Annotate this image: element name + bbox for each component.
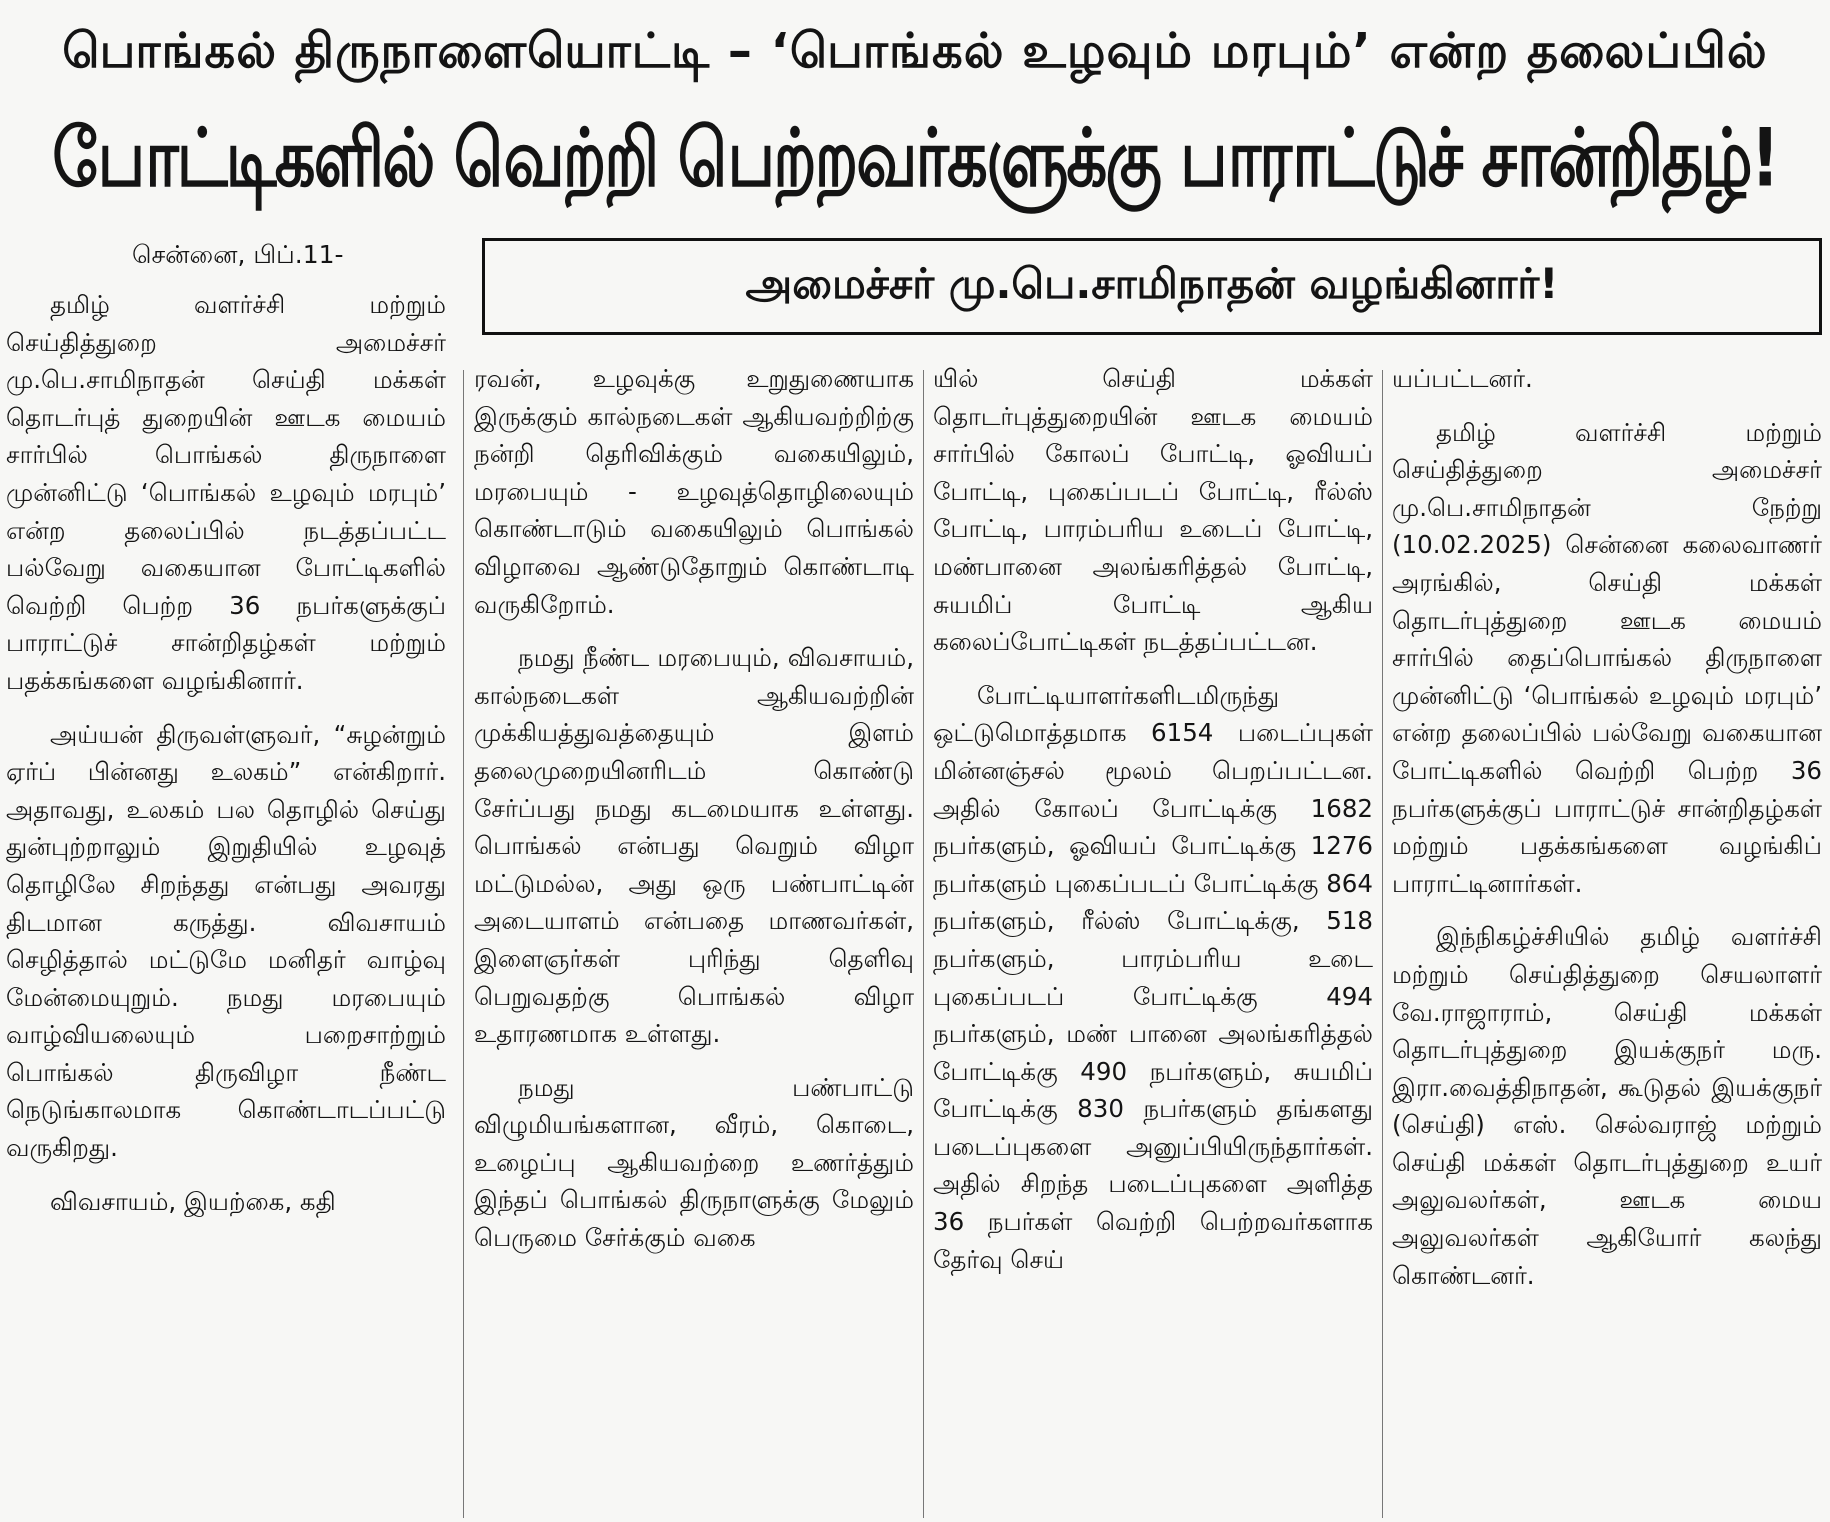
paragraph: நமது நீண்ட மரபையும், விவசாயம், கால்நடைகள் ஆகியவற்றின் முக்கியத்துவத்தையும் இளம் தலைமுறையினரிடம் கொண்டு சேர்ப்பது நமது கடமையாக உள்ளது. பொங்கல் என்பது வெறும் விழா மட்டுமல்ல, அது ஒரு பண்பாட்டின் அடையாளம் என்பதை மாணவர்கள், இளைஞர்கள் புரிந்து தெளிவு பெறுவதற்கு பொங்கல் விழா உதாரணமாக உள்ளது.: [474, 643, 914, 1049]
column-rule: [463, 370, 464, 1518]
column-rule: [1382, 370, 1383, 1518]
subheadline-text: அமைச்சர் மு.பெ.சாமிநாதன் வழங்கினார்!: [745, 259, 1559, 308]
paragraph: இந்நிகழ்ச்சியில் தமிழ் வளர்ச்சி மற்றும் செய்தித்துறை செயலாளர் வே.ராஜாராம், செய்தி மக்கள் தொடர்புத்துறை இயக்குநர் மரு. இரா.வைத்திநாதன், கூடுதல் இயக்குநர் (செய்தி) எஸ். செல்வராஜ் மற்றும் செய்தி மக்கள் தொடர்புத்துறை உயர் அலுவலர்கள், ஊடக மைய அலுவலர்கள் ஆகியோர் கலந்து கொண்டனர்.: [1392, 922, 1822, 1290]
dateline: சென்னை, பிப்.11-: [132, 240, 344, 269]
article-column-2: [474, 360, 914, 1273]
paragraph: விவசாயம், இயற்கை, கதி: [50, 1186, 336, 1216]
article-column-4: [1392, 360, 1822, 1310]
paragraph: ரவன், உழவுக்கு உறுதுணையாக இருக்கும் கால்நடைகள் ஆகியவற்றிற்கு நன்றி தெரிவிக்கும் வகையிலும், மரபையும் - உழவுத்தொழிலையும் கொண்டாடும் வகையிலும் பொங்கல் விழாவை ஆண்டுதோறும் கொண்டாடி வருகிறோம்.: [474, 364, 914, 619]
paragraph: அய்யன் திருவள்ளுவர், “சுழன்றும் ஏர்ப் பின்னது உலகம்” என்கிறார். அதாவது, உலகம் பல தொழில் செய்து துன்புற்றாலும் இறுதியில் உழவுத் தொழிலே சிறந்தது என்பது அவரது திடமான கருத்து. விவசாயம் செழித்தால் மட்டுமே மனிதர் வாழ்வு மேன்மையுறும். நமது மரபையும் வாழ்வியலையும் பறைசாற்றும் பொங்கல் திருவிழா நீண்ட நெடுங்காலமாக கொண்டாடப்பட்டு வருகிறது.: [6, 719, 446, 1163]
headline-main-text: போட்டிகளில் வெற்றி பெற்றவர்களுக்கு பாராட்டுச் சான்றிதழ்!: [52, 112, 1778, 206]
paragraph: யப்பட்டனர்.: [1392, 364, 1533, 393]
paragraph: தமிழ் வளர்ச்சி மற்றும் செய்தித்துறை அமைச்சர் மு.பெ.சாமிநாதன் நேற்று (10.02.2025) சென்னை கலைவாணர் அரங்கில், செய்தி மக்கள் தொடர்புத்துறை ஊடக மையம் சார்பில் தைப்பொங்கல் திருநாளை முன்னிட்டு ‘பொங்கல் உழவும் மரபும்’ என்ற தலைப்பில் பல்வேறு வகையான போட்டிகளில் வெற்றி பெற்ற 36 நபர்களுக்குப் பாராட்டுச் சான்றிதழ்கள் மற்றும் பதக்கங்களை வழங்கிப் பாராட்டினார்கள்.: [1392, 417, 1822, 898]
headline-main: [6, 84, 1824, 244]
paragraph: தமிழ் வளர்ச்சி மற்றும் செய்தித்துறை அமைச்சர் மு.பெ.சாமிநாதன் செய்தி மக்கள் தொடர்புத் துறையின் ஊடக மையம் சார்பில் பொங்கல் திருநாளை முன்னிட்டு ‘பொங்கல் உழவும் மரபும்’ என்ற தலைப்பில் நடத்தப்பட்ட பல்வேறு வகையான போட்டிகளில் வெற்றி பெற்ற 36 நபர்களுக்குப் பாராட்டுச் சான்றிதழ்கள் மற்றும் பதக்கங்களை வழங்கினார்.: [6, 290, 446, 695]
column-rule: [923, 370, 924, 1518]
paragraph: யில் செய்தி மக்கள் தொடர்புத்துறையின் ஊடக மையம் சார்பில் கோலப் போட்டி, ஓவியப் போட்டி, புகைப்படப் போட்டி, ரீல்ஸ் போட்டி, பாரம்பரிய உடைப் போட்டி, மண்பானை அலங்கரித்தல் போட்டி, சுயமிப் போட்டி ஆகிய கலைப்போட்டிகள் நடத்தப்பட்டன.: [933, 364, 1373, 657]
article-column-1: [6, 286, 446, 1236]
subheadline-box: [482, 238, 1822, 335]
headline-kicker-text: பொங்கல் திருநாளையொட்டி – ‘பொங்கல் உழவும் மரபும்’ என்ற தலைப்பில்: [62, 23, 1768, 79]
paragraph: போட்டியாளர்களிடமிருந்து ஒட்டுமொத்தமாக 6154 படைப்புகள் மின்னஞ்சல் மூலம் பெறப்பட்டன. அதில் கோலப் போட்டிக்கு 1682 நபர்களும், ஓவியப் போட்டிக்கு 1276 நபர்களும் புகைப்படப் போட்டிக்கு 864 நபர்களும், ரீல்ஸ் போட்டிக்கு, 518 நபர்களும், பாரம்பரிய உடை புகைப்படப் போட்டிக்கு 494 நபர்களும், மண் பானை அலங்கரித்தல் போட்டிக்கு 490 நபர்களும், சுயமிப் போட்டிக்கு 830 நபர்களும் தங்களது படைப்புகளை அனுப்பியிருந்தார்கள். அதில் சிறந்த படைப்புகளை அளித்த 36 நபர்கள் வெற்றி பெற்றவர்களாக தேர்வு செய்: [933, 680, 1373, 1274]
paragraph: நமது பண்பாட்டு விழுமியங்களான, வீரம், கொடை, உழைப்பு ஆகியவற்றை உணர்த்தும் இந்தப் பொங்கல் திருநாளுக்கு மேலும் பெருமை சேர்க்கும் வகை: [474, 1072, 914, 1253]
article-column-3: [933, 360, 1373, 1294]
